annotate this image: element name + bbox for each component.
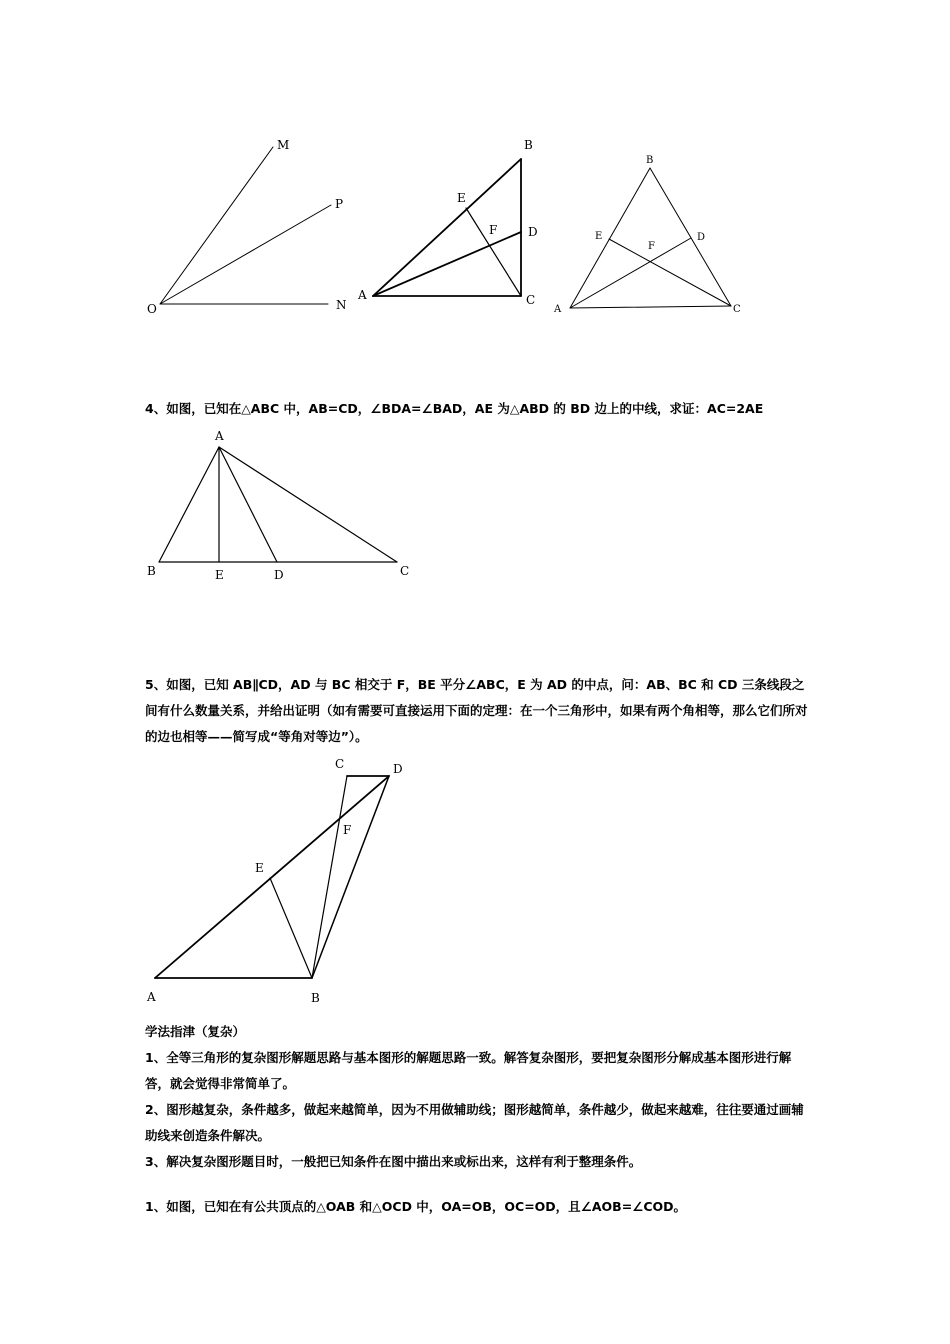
label-d: D xyxy=(393,762,403,776)
ray-om xyxy=(160,147,273,304)
guide-item-1: 1、全等三角形的复杂图形解题思路与基本图形的解题思路一致。解答复杂图形，要把复杂图形分解成基本图形进行解答，就会觉得非常简单了。 xyxy=(145,1050,792,1091)
ray-op xyxy=(160,205,331,304)
side-ab xyxy=(159,447,219,562)
segment-ad xyxy=(155,776,389,978)
label-c: C xyxy=(400,564,410,578)
angle-mon-figure xyxy=(140,130,360,330)
label-c: C xyxy=(526,293,536,307)
label-d: D xyxy=(528,225,538,239)
segment-ad xyxy=(219,447,277,562)
label-d: D xyxy=(697,232,706,243)
question-4-text: 4、如图，已知在△ABC 中，AB=CD，∠BDA=∠BAD，AE 为△ABD 的 BD 边上的中线，求证：AC=2AE xyxy=(145,401,764,416)
label-f: F xyxy=(648,241,655,252)
label-b: B xyxy=(524,138,533,152)
segment-ce xyxy=(609,239,731,306)
label-m: M xyxy=(277,138,290,152)
side-ab xyxy=(570,168,650,308)
segment-bd xyxy=(312,776,389,978)
label-b: B xyxy=(646,155,654,166)
side-ab xyxy=(373,159,521,296)
label-a: A xyxy=(147,990,156,1004)
right-triangle-figure xyxy=(355,135,555,315)
label-d: D xyxy=(274,568,284,582)
label-c: C xyxy=(733,304,741,315)
label-e: E xyxy=(215,568,224,582)
segment-ad xyxy=(373,232,521,296)
label-f: F xyxy=(489,223,498,237)
q5-figure xyxy=(140,750,410,1012)
label-b: B xyxy=(311,991,320,1005)
side-ac xyxy=(570,306,731,308)
guide-item-3: 3、解决复杂图形题目时，一般把已知条件在图中描出来或标出来，这样有利于整理条件。 xyxy=(145,1154,642,1169)
label-e: E xyxy=(457,191,466,205)
isosceles-triangle-figure xyxy=(550,150,750,320)
label-n: N xyxy=(336,298,347,312)
label-e: E xyxy=(595,231,603,242)
label-e: E xyxy=(255,861,264,875)
segment-bc xyxy=(312,776,347,978)
segment-be xyxy=(270,878,312,978)
side-bc xyxy=(650,168,731,306)
label-c: C xyxy=(335,757,345,771)
guide-item-2: 2、图形越复杂，条件越多，做起来越简单，因为不用做辅助线；图形越简单，条件越少，做起来越难，往往要通过画辅助线来创造条件解决。 xyxy=(145,1102,804,1143)
label-a: A xyxy=(554,304,562,315)
label-a: A xyxy=(215,429,224,443)
guide-title: 学法指津（复杂） xyxy=(145,1024,246,1039)
label-p: P xyxy=(335,197,344,211)
label-a: A xyxy=(358,288,367,302)
label-b: B xyxy=(147,564,156,578)
q4-triangle-figure xyxy=(140,425,420,590)
label-f: F xyxy=(343,823,352,837)
side-ac xyxy=(219,447,397,562)
question-5-text: 5、如图，已知 AB∥CD，AD 与 BC 相交于 F，BE 平分∠ABC，E 为 AD 的中点，问：AB、BC 和 CD 三条线段之间有什么数量关系，并给出证明（如有需要可直接运用下面的定理：在一个三角形中，如果有两个角相等，那么它们所对的边也相等——简写成“等角对等边”）。 xyxy=(145,677,808,744)
label-o: O xyxy=(147,302,157,316)
segment-ad xyxy=(570,238,691,308)
question-1-text: 1、如图，已知在有公共顶点的△OAB 和△OCD 中，OA=OB，OC=OD，且∠AOB=∠COD。 xyxy=(145,1199,687,1214)
